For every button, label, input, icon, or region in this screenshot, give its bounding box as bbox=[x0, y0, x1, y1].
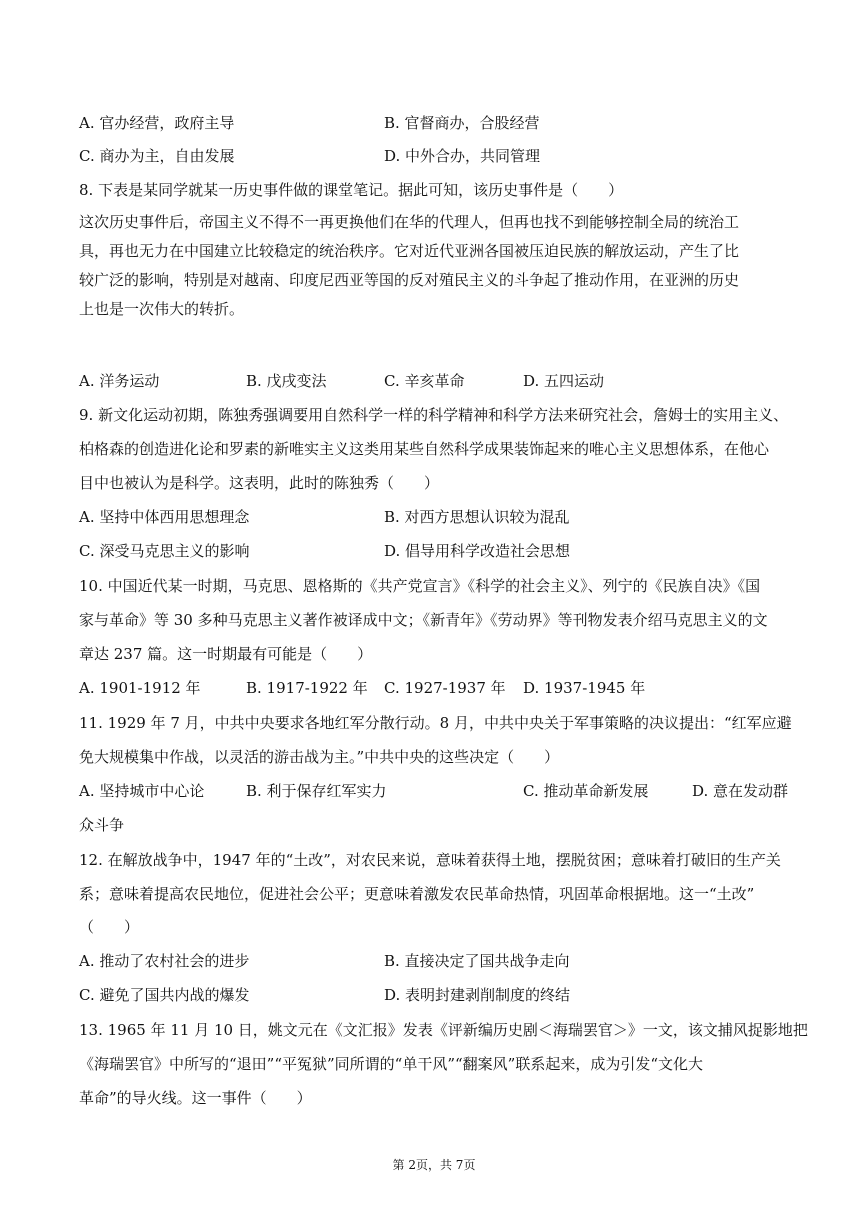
q9-option-c: C. 深受马克思主义的影响 bbox=[79, 542, 250, 560]
q10-option-a: A. 1901-1912 年 bbox=[79, 679, 201, 697]
q9-stem-line: 目中也被认为是科学。这表明，此时的陈独秀（ ） bbox=[79, 474, 440, 492]
q10-option-c: C. 1927-1937 年 bbox=[384, 679, 506, 697]
q11-option-b: B. 利于保存红军实力 bbox=[246, 782, 387, 800]
q8-option-c: C. 辛亥革命 bbox=[384, 372, 465, 390]
q11-stem-line: 11. 1929 年 7 月，中共中央要求各地红军分散行动。8 月，中共中央关于军事策略的决议提出：“红军应避 bbox=[79, 714, 792, 732]
q8-note-line: 较广泛的影响，特别是对越南、印度尼西亚等国的反对殖民主义的斗争起了推动作用，在亚洲的历史 bbox=[79, 271, 740, 289]
q10-stem-line: 家与革命》等 30 多种马克思主义著作被译成中文；《新青年》《劳动界》等刊物发表介绍马克思主义的文 bbox=[79, 611, 768, 629]
q7-option-a: A. 官办经营，政府主导 bbox=[79, 114, 235, 132]
q9-stem-line: 9. 新文化运动初期，陈独秀强调要用自然科学一样的科学精神和科学方法来研究社会，詹姆士的实用主义、 bbox=[79, 406, 789, 424]
q8-note-line: 具，再也无力在中国建立比较稳定的统治秩序。它对近代亚洲各国被压迫民族的解放运动，产生了比 bbox=[79, 242, 740, 260]
q9-option-b: B. 对西方思想认识较为混乱 bbox=[384, 508, 570, 526]
q7-option-c: C. 商办为主，自由发展 bbox=[79, 147, 235, 165]
q8-note-line: 上也是一次伟大的转折。 bbox=[79, 300, 245, 318]
q12-option-d: D. 表明封建剥削制度的终结 bbox=[384, 986, 571, 1004]
q11-option-d: D. 意在发动群 bbox=[692, 782, 789, 800]
q12-stem-line: （ ） bbox=[79, 918, 140, 936]
q12-option-c: C. 避免了国共内战的爆发 bbox=[79, 986, 250, 1004]
q8-option-a: A. 洋务运动 bbox=[79, 372, 160, 390]
q13-stem-line: 《海瑞罢官》中所写的“退田”“平冤狱”同所谓的“单干风”“翻案风”联系起来，成为引发“文化大 bbox=[79, 1055, 704, 1073]
q9-option-a: A. 坚持中体西用思想理念 bbox=[79, 508, 250, 526]
page-footer: 第 2页，共 7页 bbox=[392, 1158, 476, 1172]
q10-stem-line: 10. 中国近代某一时期，马克思、恩格斯的《共产党宣言》《科学的社会主义》、列宁的《民族自决》《国 bbox=[79, 577, 761, 595]
q12-option-a: A. 推动了农村社会的进步 bbox=[79, 952, 250, 970]
q9-stem-line: 柏格森的创造进化论和罗素的新唯实主义这类用某些自然科学成果装饰起来的唯心主义思想体系，在他心 bbox=[79, 440, 770, 458]
q13-stem-line: 13. 1965 年 11 月 10 日，姚文元在《文汇报》发表《评新编历史剧＜海瑞罢官＞》一文，该文捕风捉影地把 bbox=[79, 1021, 808, 1039]
q11-option-c: C. 推动革命新发展 bbox=[523, 782, 649, 800]
q7-option-b: B. 官督商办，合股经营 bbox=[384, 114, 540, 132]
q7-option-d: D. 中外合办，共同管理 bbox=[384, 147, 541, 165]
q10-stem-line: 章达 237 篇。这一时期最有可能是（ ） bbox=[79, 645, 373, 663]
q12-stem-line: 系；意味着提高农民地位，促进社会公平；更意味着激发农民革命热情，巩固革命根据地。这一“土改” bbox=[79, 885, 755, 903]
q12-stem-line: 12. 在解放战争中，1947 年的“土改”，对农民来说，意味着获得土地，摆脱贫困；意味着打破旧的生产关 bbox=[79, 851, 781, 869]
q8-option-b: B. 戊戌变法 bbox=[246, 372, 327, 390]
q11-option-a: A. 坚持城市中心论 bbox=[79, 782, 205, 800]
q10-option-b: B. 1917-1922 年 bbox=[246, 679, 368, 697]
q8-option-d: D. 五四运动 bbox=[523, 372, 605, 390]
q11-stem-line: 免大规模集中作战，以灵活的游击战为主。”中共中央的这些决定（ ） bbox=[79, 748, 560, 766]
q12-option-b: B. 直接决定了国共战争走向 bbox=[384, 952, 570, 970]
q8-note-line: 这次历史事件后，帝国主义不得不一再更换他们在华的代理人，但再也找不到能够控制全局的统治工 bbox=[79, 213, 740, 231]
q8-stem: 8. 下表是某同学就某一历史事件做的课堂笔记。据此可知，该历史事件是（ ） bbox=[79, 181, 624, 199]
q11-option-d-wrap: 众斗争 bbox=[79, 816, 125, 834]
q13-stem-line: 革命”的导火线。这一事件（ ） bbox=[79, 1089, 312, 1107]
q9-option-d: D. 倡导用科学改造社会思想 bbox=[384, 542, 571, 560]
q10-option-d: D. 1937-1945 年 bbox=[523, 679, 646, 697]
